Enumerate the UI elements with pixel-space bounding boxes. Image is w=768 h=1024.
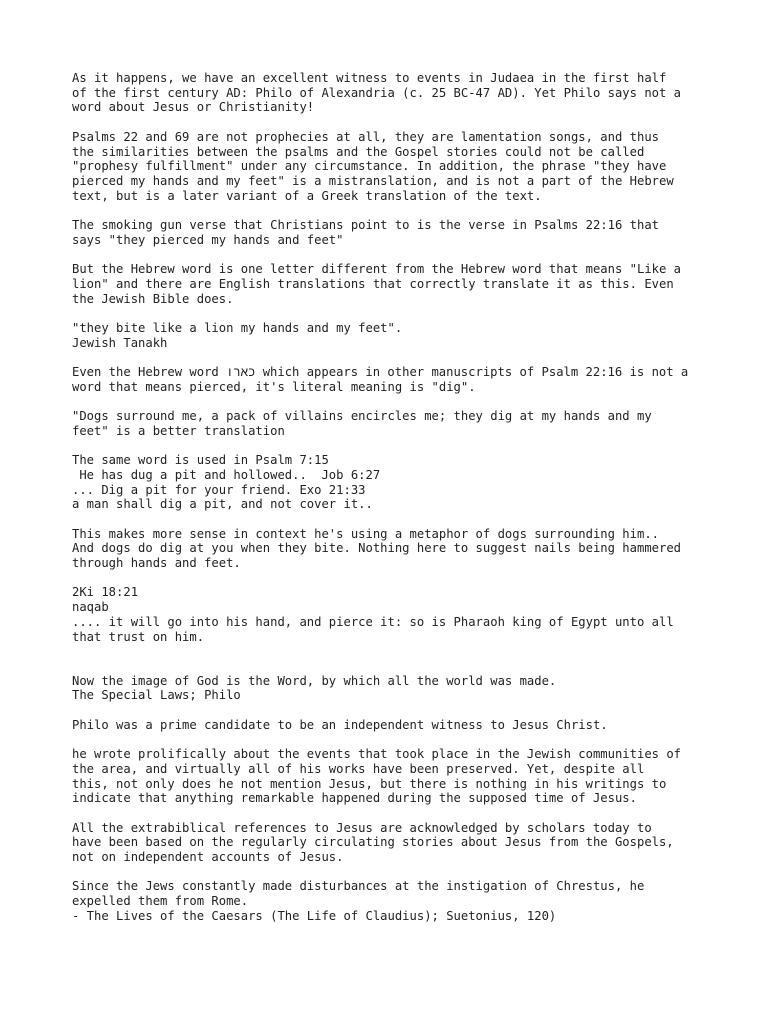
text-line: says "they pierced my hands and feet"	[72, 232, 344, 247]
document-page	[72, 71, 712, 938]
text-line: "they bite like a lion my hands and my feet".	[72, 320, 403, 335]
text-line: the similarities between the psalms and the Gospel stories could not be called	[72, 144, 645, 159]
paragraph	[72, 879, 712, 923]
text-line: Now the image of God is the Word, by which all the world was made.	[72, 673, 557, 688]
text-line: He has dug a pit and hollowed.. Job 6:27	[72, 467, 381, 482]
text-line: This makes more sense in context he's using a metaphor of dogs surrounding him..	[72, 526, 659, 541]
text-line: this, not only does he not mention Jesus, but there is nothing in his writings to	[72, 776, 667, 791]
text-line: The Special Laws; Philo	[72, 688, 241, 703]
text-line: Since the Jews constantly made disturbances at the instigation of Chrestus, he	[72, 879, 645, 894]
text-line: .... it will go into his hand, and pierce it: so is Pharaoh king of Egypt unto all	[72, 614, 674, 629]
paragraph	[72, 365, 712, 394]
text-line: 2Ki 18:21	[72, 585, 139, 600]
text-line: pierced my hands and my feet" is a mistranslation, and is not a part of the Hebrew	[72, 173, 674, 188]
paragraph	[72, 130, 712, 204]
text-line: through hands and feet.	[72, 556, 241, 571]
paragraph	[72, 674, 712, 703]
text-line: Psalms 22 and 69 are not prophecies at all, they are lamentation songs, and thus	[72, 129, 659, 144]
paragraph	[72, 453, 712, 512]
paragraph	[72, 821, 712, 865]
text-line: Jewish Tanakh	[72, 335, 168, 350]
paragraph	[72, 262, 712, 306]
text-line: word that means pierced, it's literal meaning is "dig".	[72, 379, 476, 394]
text-line: Even the Hebrew word כארו which appears in other manuscripts of Psalm 22:16 is not a	[72, 364, 689, 379]
text-line: "prophesy fulfillment" under any circumstance. In addition, the phrase "they have	[72, 159, 667, 174]
text-line: a man shall dig a pit, and not cover it..	[72, 497, 373, 512]
paragraph	[72, 527, 712, 571]
paragraph	[72, 718, 712, 733]
text-line: lion" and there are English translations that correctly translate it as this. Even	[72, 276, 674, 291]
text-line: text, but is a later variant of a Greek translation of the text.	[72, 188, 542, 203]
paragraph	[72, 585, 712, 644]
text-line: of the first century AD: Philo of Alexandria (c. 25 BC-47 AD). Yet Philo says not a	[72, 85, 682, 100]
text-line: Philo was a prime candidate to be an independent witness to Jesus Christ.	[72, 717, 608, 732]
paragraph	[72, 321, 712, 350]
paragraph	[72, 71, 712, 115]
text-line: The same word is used in Psalm 7:15	[72, 453, 329, 468]
text-line: But the Hebrew word is one letter different from the Hebrew word that means "Like a	[72, 262, 682, 277]
text-line: not on independent accounts of Jesus.	[72, 850, 344, 865]
text-line: "Dogs surround me, a pack of villains encircles me; they dig at my hands and my	[72, 409, 652, 424]
text-line: The smoking gun verse that Christians point to is the verse in Psalms 22:16 that	[72, 218, 659, 232]
text-line: As it happens, we have an excellent witness to events in Judaea in the first half	[72, 71, 667, 85]
paragraph	[72, 218, 712, 247]
paragraph	[72, 409, 712, 438]
text-line: ... Dig a pit for your friend. Exo 21:33	[72, 482, 366, 497]
text-line: word about Jesus or Christianity!	[72, 100, 315, 115]
text-line: naqab	[72, 600, 109, 615]
blank-line	[72, 659, 712, 674]
paragraph	[72, 747, 712, 806]
text-line: have been based on the regularly circulating stories about Jesus from the Gospels,	[72, 835, 674, 850]
text-line: the Jewish Bible does.	[72, 291, 234, 306]
text-line: he wrote prolifically about the events that took place in the Jewish communities of	[72, 747, 682, 762]
text-line: the area, and virtually all of his works have been preserved. Yet, despite all	[72, 761, 645, 776]
text-line: that trust on him.	[72, 629, 205, 644]
text-line: And dogs do dig at you when they bite. Nothing here to suggest nails being hammered	[72, 541, 682, 556]
text-line: - The Lives of the Caesars (The Life of Claudius); Suetonius, 120)	[72, 908, 557, 923]
text-line: expelled them from Rome.	[72, 894, 249, 909]
text-line: indicate that anything remarkable happened during the supposed time of Jesus.	[72, 791, 637, 806]
text-line: All the extrabiblical references to Jesus are acknowledged by scholars today to	[72, 820, 652, 835]
text-line: feet" is a better translation	[72, 423, 285, 438]
